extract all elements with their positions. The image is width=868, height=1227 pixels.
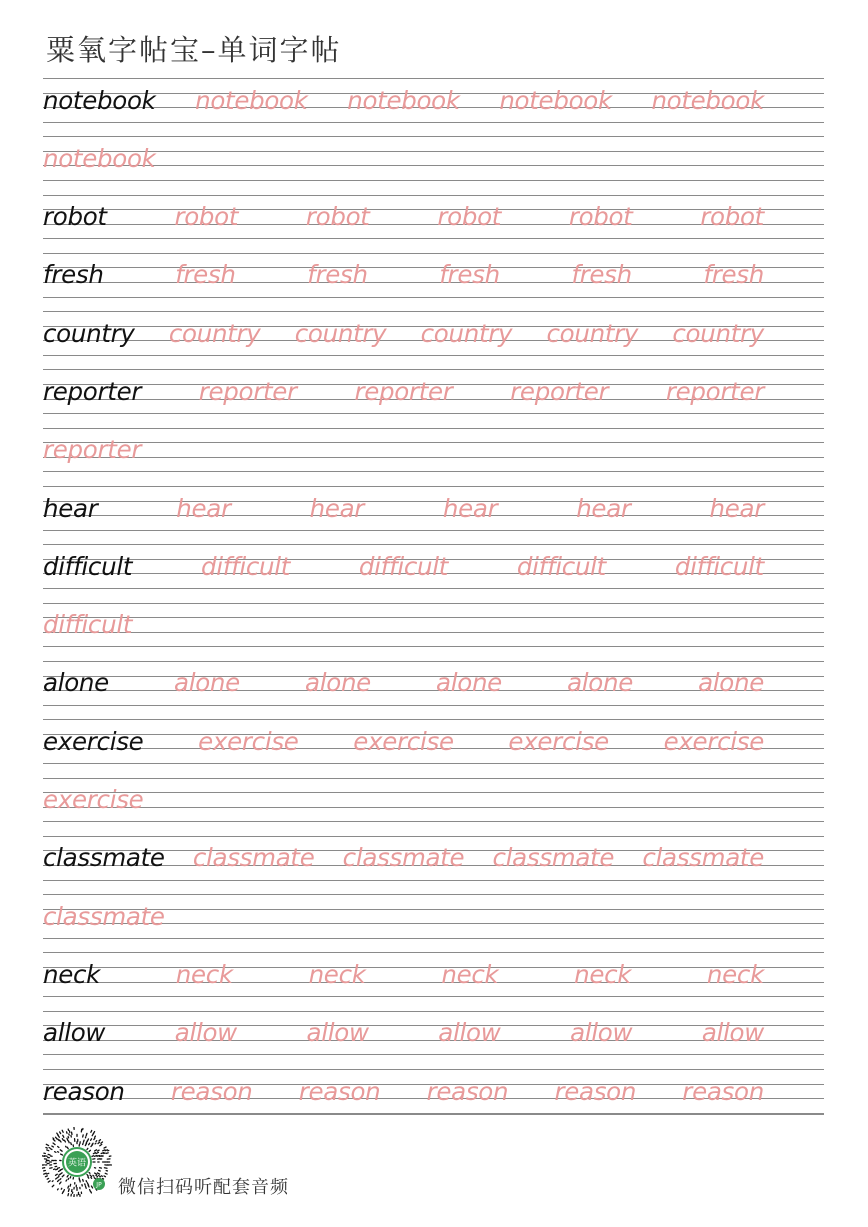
qr-dot — [91, 1130, 92, 1132]
qr-dot — [88, 1177, 89, 1178]
trace-word: neck — [706, 959, 764, 989]
model-word: hear — [43, 493, 98, 523]
qr-dot — [89, 1150, 90, 1151]
qr-dot — [105, 1173, 107, 1174]
model-word: exercise — [43, 726, 144, 756]
qr-dot — [58, 1168, 60, 1169]
ruled-line — [43, 428, 824, 429]
ruled-line — [43, 544, 824, 545]
trace-word: difficult — [358, 551, 449, 581]
row-words — [43, 721, 824, 761]
qr-dot — [58, 1146, 59, 1147]
qr-dot — [91, 1139, 92, 1141]
qr-dot — [70, 1184, 71, 1186]
qr-dot — [60, 1179, 61, 1180]
qr-dot — [70, 1177, 71, 1178]
qr-dot — [83, 1140, 84, 1142]
copybook-row — [43, 836, 824, 894]
qr-dot — [100, 1144, 102, 1145]
qr-dot — [92, 1156, 94, 1157]
trace-word: reason — [426, 1076, 509, 1106]
ruled-line — [43, 136, 824, 137]
qr-dot — [47, 1150, 49, 1151]
qr-dot — [59, 1170, 61, 1171]
trace-word: allow — [701, 1018, 764, 1048]
trace-word: robot — [437, 202, 502, 232]
model-word: country — [43, 318, 135, 348]
row-words — [43, 780, 824, 820]
qr-dot — [87, 1175, 88, 1177]
qr-dot — [91, 1192, 92, 1193]
qr-dot — [67, 1132, 68, 1133]
qr-dot — [89, 1143, 90, 1145]
copybook-row — [43, 1069, 824, 1127]
qr-dot — [60, 1150, 62, 1151]
trace-word: country — [294, 318, 387, 348]
row-words — [43, 313, 824, 353]
ruled-line — [43, 952, 824, 953]
ruled-line — [43, 369, 824, 370]
trace-word: alone — [436, 668, 502, 698]
trace-word: exercise — [508, 726, 609, 756]
qr-dot — [58, 1177, 59, 1178]
trace-word: difficult — [200, 551, 291, 581]
qr-dot — [50, 1168, 52, 1169]
qr-dot — [46, 1144, 48, 1145]
trace-word: exercise — [663, 726, 764, 756]
qr-dot — [48, 1181, 50, 1182]
trace-word: country — [672, 318, 764, 348]
trace-word: hear — [176, 493, 231, 523]
qr-dot — [87, 1139, 88, 1141]
footer-caption: 微信扫码听配套音频 — [118, 1177, 289, 1198]
trace-word: alone — [174, 668, 240, 698]
ruled-line — [43, 1069, 824, 1070]
copybook-row — [43, 778, 824, 836]
ruled-line — [43, 413, 824, 414]
trace-word: neck — [574, 959, 632, 989]
trace-word: country — [168, 318, 261, 348]
qr-dot — [52, 1181, 53, 1182]
qr-dot — [94, 1178, 96, 1180]
copybook-row — [43, 661, 824, 719]
footer — [42, 1127, 342, 1197]
qr-dot — [62, 1192, 63, 1194]
row-words — [43, 605, 824, 645]
trace-word: difficult — [674, 551, 764, 581]
copybook-row — [43, 136, 824, 194]
qr-dot — [67, 1138, 68, 1140]
qr-dot — [56, 1178, 57, 1179]
model-word: neck — [43, 959, 101, 989]
qr-dot — [95, 1150, 97, 1151]
qr-dot — [97, 1150, 99, 1151]
qr-dot — [61, 1188, 62, 1189]
qr-dot — [45, 1176, 47, 1177]
trace-word: fresh — [307, 260, 368, 290]
qr-code-icon[interactable] — [42, 1127, 112, 1197]
qr-dot — [106, 1153, 108, 1154]
qr-dot — [62, 1175, 64, 1177]
ruled-line — [43, 661, 824, 662]
qr-dot — [62, 1139, 63, 1141]
qr-dot — [64, 1140, 65, 1142]
trace-word: classmate — [492, 843, 615, 873]
qr-dot — [96, 1152, 98, 1153]
qr-dot — [99, 1170, 101, 1171]
row-words — [43, 138, 824, 178]
copybook-row — [43, 894, 824, 952]
qr-dot — [99, 1140, 100, 1141]
qr-dot — [68, 1186, 69, 1188]
copybook-row — [43, 719, 824, 777]
bottom-rule — [43, 1114, 824, 1115]
qr-dot — [97, 1173, 99, 1174]
ruled-line — [43, 778, 824, 779]
trace-word: notebook — [195, 85, 308, 115]
qr-dot — [58, 1189, 59, 1190]
trace-word: hear — [576, 493, 631, 523]
model-word: difficult — [43, 551, 133, 581]
qr-dot — [95, 1173, 97, 1174]
copybook-row — [43, 544, 824, 602]
model-word: reporter — [43, 376, 142, 406]
copybook-row — [43, 369, 824, 427]
copybook-row — [43, 952, 824, 1010]
trace-word: reporter — [665, 376, 764, 406]
model-word: notebook — [43, 85, 156, 115]
qr-dot — [93, 1153, 95, 1154]
model-word: alone — [43, 668, 109, 698]
trace-word: reporter — [510, 376, 609, 406]
copybook-row — [43, 603, 824, 661]
copybook-row — [43, 486, 824, 544]
trace-word: notebook — [651, 85, 764, 115]
ruled-line — [43, 195, 824, 196]
qr-dot — [47, 1178, 48, 1179]
qr-dot — [67, 1175, 68, 1177]
qr-dot — [91, 1186, 92, 1188]
copybook-rows — [43, 78, 824, 1127]
trace-word: fresh — [703, 260, 764, 290]
ruled-line — [43, 646, 824, 647]
qr-dot — [66, 1180, 67, 1181]
qr-dot — [93, 1132, 94, 1134]
trace-word: fresh — [175, 260, 236, 290]
trace-word: reporter — [198, 376, 297, 406]
qr-dot — [99, 1176, 101, 1177]
ruled-line — [43, 355, 824, 356]
ruled-line — [43, 763, 824, 764]
qr-dot — [46, 1148, 47, 1149]
row-words — [43, 546, 824, 586]
ruled-line — [43, 180, 824, 181]
ruled-line — [43, 588, 824, 589]
qr-dot — [53, 1138, 54, 1139]
qr-dot — [103, 1150, 105, 1151]
qr-dot — [93, 1175, 94, 1176]
row-words — [43, 197, 824, 237]
qr-dot — [61, 1154, 63, 1155]
trace-word: exercise — [198, 726, 299, 756]
qr-dot — [103, 1178, 104, 1179]
qr-dot — [101, 1142, 103, 1143]
qr-dot — [58, 1152, 59, 1153]
qr-dot — [83, 1179, 84, 1181]
qr-dot — [56, 1169, 58, 1170]
trace-word: robot — [174, 202, 239, 232]
trace-word: hear — [442, 493, 498, 523]
qr-dot — [87, 1148, 88, 1149]
qr-dot — [58, 1139, 59, 1140]
ruled-line — [43, 297, 824, 298]
trace-word: reason — [170, 1076, 253, 1106]
qr-dot — [60, 1182, 61, 1184]
ruled-line — [43, 486, 824, 487]
qr-dot — [105, 1150, 107, 1151]
trace-word: fresh — [571, 260, 632, 290]
trace-word: classmate — [342, 843, 465, 873]
qr-dot — [56, 1174, 58, 1175]
model-word: classmate — [43, 843, 165, 873]
trace-word: exercise — [353, 726, 454, 756]
qr-dot — [52, 1185, 54, 1187]
trace-word: difficult — [516, 551, 606, 581]
qr-dot — [90, 1175, 92, 1177]
model-word: allow — [43, 1018, 106, 1048]
trace-word: robot — [700, 202, 764, 232]
row-words — [43, 663, 824, 703]
trace-word: robot — [568, 202, 633, 232]
qr-dot — [60, 1140, 62, 1142]
qr-dot — [53, 1143, 55, 1145]
qr-dot — [104, 1176, 105, 1177]
ruled-line — [43, 471, 824, 472]
ruled-line — [43, 1054, 824, 1055]
trace-word: fresh — [439, 260, 500, 290]
qr-dot — [68, 1178, 69, 1179]
qr-dot — [51, 1149, 52, 1150]
qr-dot — [69, 1141, 70, 1143]
qr-dot — [90, 1190, 91, 1192]
qr-dot — [68, 1189, 69, 1192]
ruled-line — [43, 122, 824, 123]
qr-dot — [59, 1174, 60, 1175]
row-words — [43, 430, 824, 470]
row-words — [43, 80, 824, 120]
qr-dot — [92, 1143, 93, 1144]
row-words — [43, 896, 824, 936]
qr-dot — [85, 1186, 86, 1188]
qr-dot — [95, 1143, 96, 1144]
model-word: reason — [43, 1076, 125, 1106]
qr-dot — [63, 1135, 64, 1137]
trace-word: allow — [570, 1018, 633, 1048]
qr-dot — [96, 1141, 97, 1142]
row-words — [43, 371, 824, 411]
trace-word: reason — [554, 1076, 637, 1106]
qr-dot — [101, 1176, 102, 1177]
ruled-line — [43, 1011, 824, 1012]
ruled-line — [43, 836, 824, 837]
qr-dot — [52, 1146, 53, 1147]
copybook-row — [43, 1011, 824, 1069]
qr-badge-label: 英语 — [67, 1158, 87, 1169]
trace-word: allow — [174, 1018, 237, 1048]
model-word: fresh — [43, 260, 104, 290]
qr-dot — [68, 1194, 69, 1196]
trace-word: reason — [298, 1076, 381, 1106]
qr-dot — [88, 1185, 89, 1187]
qr-dot — [91, 1177, 92, 1178]
qr-dot — [89, 1173, 90, 1174]
trace-word: exercise — [43, 785, 144, 815]
qr-dot — [58, 1180, 59, 1181]
trace-word: robot — [305, 202, 370, 232]
qr-dot — [94, 1138, 95, 1139]
qr-dot — [57, 1133, 58, 1135]
ruled-line — [43, 996, 824, 997]
qr-dot — [98, 1142, 99, 1143]
qr-dot — [66, 1146, 67, 1147]
qr-dot — [56, 1137, 58, 1139]
trace-word: reporter — [354, 376, 453, 406]
ruled-line — [43, 603, 824, 604]
trace-word: classmate — [642, 843, 764, 873]
row-words — [43, 954, 824, 994]
ruled-line — [43, 821, 824, 822]
qr-dot — [47, 1173, 49, 1174]
qr-dot — [60, 1132, 61, 1134]
copybook-row — [43, 311, 824, 369]
trace-word: hear — [309, 493, 365, 523]
trace-word: neck — [308, 959, 366, 989]
ruled-line — [43, 311, 824, 312]
qr-dot — [104, 1168, 107, 1169]
qr-dot — [95, 1136, 96, 1137]
row-words — [43, 255, 824, 295]
trace-word: notebook — [347, 85, 460, 115]
trace-word: alone — [305, 668, 371, 698]
trace-word: notebook — [43, 143, 156, 173]
ruled-line — [43, 880, 824, 881]
trace-word: country — [546, 318, 639, 348]
trace-word: reason — [682, 1076, 764, 1106]
trace-word: reporter — [43, 435, 142, 465]
ruled-line — [43, 78, 824, 79]
row-words — [43, 1071, 824, 1111]
row-words — [43, 838, 824, 878]
ruled-line — [43, 705, 824, 706]
trace-word: allow — [306, 1018, 369, 1048]
qr-dot — [53, 1139, 55, 1141]
row-words — [43, 1013, 824, 1053]
qr-dot — [55, 1152, 56, 1153]
copybook-row — [43, 428, 824, 486]
trace-word: allow — [438, 1018, 501, 1048]
qr-dot — [71, 1143, 72, 1145]
trace-word: difficult — [43, 610, 133, 640]
qr-sub-badge-label: JP — [96, 1181, 102, 1189]
copybook-row — [43, 195, 824, 253]
ruled-line — [43, 253, 824, 254]
trace-word: alone — [567, 668, 633, 698]
qr-dot — [62, 1130, 63, 1132]
trace-word: country — [420, 318, 513, 348]
copybook-row — [43, 78, 824, 136]
qr-dot — [96, 1175, 97, 1176]
model-word: robot — [43, 202, 107, 232]
ruled-line — [43, 530, 824, 531]
page-title: 粟氧字帖宝–单词字帖 — [46, 33, 342, 67]
trace-word: alone — [698, 668, 764, 698]
trace-word: hear — [709, 493, 764, 523]
qr-dot — [44, 1173, 46, 1174]
copybook-row — [43, 253, 824, 311]
ruled-line — [43, 238, 824, 239]
qr-dot — [86, 1133, 87, 1135]
trace-word: classmate — [43, 901, 165, 931]
qr-dot — [104, 1147, 106, 1148]
trace-word: classmate — [192, 843, 315, 873]
ruled-line — [43, 894, 824, 895]
trace-word: neck — [175, 959, 233, 989]
trace-word: notebook — [499, 85, 612, 115]
trace-word: neck — [441, 959, 499, 989]
qr-dot — [67, 1147, 68, 1149]
row-words — [43, 488, 824, 528]
ruled-line — [43, 938, 824, 939]
ruled-line — [43, 719, 824, 720]
